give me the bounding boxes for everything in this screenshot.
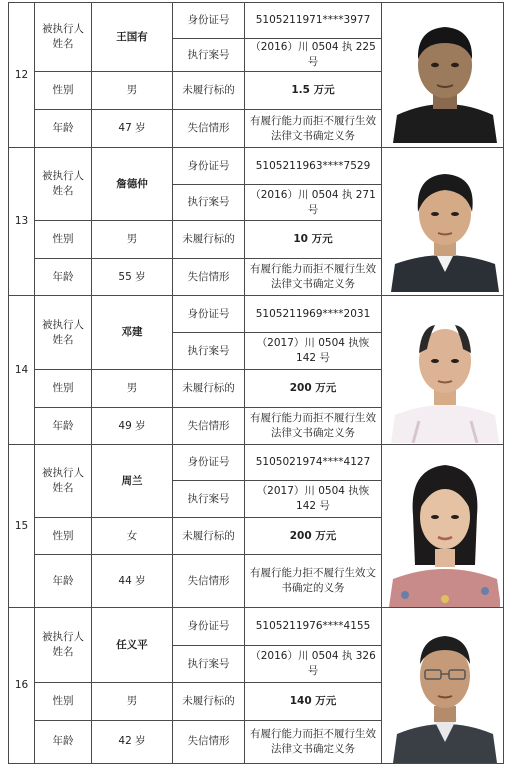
- record-15-row-id: [9, 445, 504, 481]
- name-label: 被执行人姓名: [35, 296, 92, 370]
- record-number: 13: [9, 148, 35, 296]
- age-label: 年龄: [35, 408, 92, 445]
- record-number: 12: [9, 3, 35, 148]
- id-number: 5105211976****4155: [245, 608, 382, 646]
- portrait-photo: [382, 608, 504, 764]
- record-13-row-id: [9, 148, 504, 185]
- name-label: 被执行人姓名: [35, 3, 92, 72]
- situation-value: 有履行能力拒不履行生效文书确定的义务: [245, 555, 382, 608]
- age-label: 年龄: [35, 720, 92, 763]
- person-portrait-icon: [385, 608, 500, 763]
- name-label: 被执行人姓名: [35, 608, 92, 683]
- gender-label: 性别: [35, 370, 92, 408]
- portrait-photo: [382, 296, 504, 445]
- amount-value: 200 万元: [245, 518, 382, 555]
- id-number: 5105021974****4127: [245, 445, 382, 481]
- case-label: 执行案号: [173, 185, 245, 221]
- gender-label: 性别: [35, 72, 92, 110]
- amount-label: 未履行标的: [173, 518, 245, 555]
- age-value: 42 岁: [92, 720, 173, 763]
- age-value: 44 岁: [92, 555, 173, 608]
- age-label: 年龄: [35, 555, 92, 608]
- situation-value: 有履行能力而拒不履行生效法律文书确定义务: [245, 110, 382, 148]
- gender-value: 男: [92, 370, 173, 408]
- record-14-row-id: [9, 296, 504, 333]
- id-number: 5105211963****7529: [245, 148, 382, 185]
- name-label: 被执行人姓名: [35, 445, 92, 518]
- person-portrait-icon: [385, 152, 500, 292]
- defaulter-records-table: [8, 2, 504, 764]
- person-portrait-icon: [385, 445, 500, 607]
- situation-label: 失信情形: [173, 408, 245, 445]
- defendant-name: 周兰: [92, 445, 173, 518]
- gender-value: 男: [92, 683, 173, 720]
- id-number: 5105211971****3977: [245, 3, 382, 39]
- gender-label: 性别: [35, 221, 92, 259]
- amount-label: 未履行标的: [173, 683, 245, 720]
- gender-value: 男: [92, 221, 173, 259]
- id-label: 身份证号: [173, 608, 245, 646]
- amount-label: 未履行标的: [173, 72, 245, 110]
- defendant-name: 詹德仲: [92, 148, 173, 221]
- case-number: （2016）川 0504 执 271 号: [245, 185, 382, 221]
- id-number: 5105211969****2031: [245, 296, 382, 333]
- situation-label: 失信情形: [173, 720, 245, 763]
- defendant-name: 任义平: [92, 608, 173, 683]
- age-label: 年龄: [35, 259, 92, 296]
- situation-value: 有履行能力而拒不履行生效法律文书确定义务: [245, 259, 382, 296]
- gender-label: 性别: [35, 518, 92, 555]
- case-number: （2016）川 0504 执 326 号: [245, 646, 382, 683]
- portrait-photo: [382, 148, 504, 296]
- record-16-row-id: [9, 608, 504, 646]
- amount-value: 200 万元: [245, 370, 382, 408]
- age-value: 49 岁: [92, 408, 173, 445]
- case-label: 执行案号: [173, 481, 245, 518]
- case-label: 执行案号: [173, 646, 245, 683]
- age-value: 47 岁: [92, 110, 173, 148]
- record-number: 14: [9, 296, 35, 445]
- case-label: 执行案号: [173, 39, 245, 72]
- defendant-name: 邓建: [92, 296, 173, 370]
- situation-value: 有履行能力而拒不履行生效法律文书确定义务: [245, 720, 382, 763]
- id-label: 身份证号: [173, 3, 245, 39]
- case-number: （2017）川 0504 执恢 142 号: [245, 333, 382, 370]
- situation-label: 失信情形: [173, 259, 245, 296]
- amount-label: 未履行标的: [173, 221, 245, 259]
- age-value: 55 岁: [92, 259, 173, 296]
- case-label: 执行案号: [173, 333, 245, 370]
- person-portrait-icon: [385, 7, 500, 143]
- case-number: （2017）川 0504 执恢 142 号: [245, 481, 382, 518]
- record-number: 15: [9, 445, 35, 608]
- amount-label: 未履行标的: [173, 370, 245, 408]
- gender-value: 女: [92, 518, 173, 555]
- situation-label: 失信情形: [173, 555, 245, 608]
- amount-value: 1.5 万元: [245, 72, 382, 110]
- case-number: （2016）川 0504 执 225 号: [245, 39, 382, 72]
- id-label: 身份证号: [173, 296, 245, 333]
- id-label: 身份证号: [173, 445, 245, 481]
- age-label: 年龄: [35, 110, 92, 148]
- record-12-row-id: [9, 3, 504, 39]
- portrait-photo: [382, 3, 504, 148]
- situation-label: 失信情形: [173, 110, 245, 148]
- person-portrait-icon: [385, 297, 500, 443]
- record-number: 16: [9, 608, 35, 764]
- portrait-photo: [382, 445, 504, 608]
- gender-value: 男: [92, 72, 173, 110]
- amount-value: 10 万元: [245, 221, 382, 259]
- situation-value: 有履行能力而拒不履行生效法律文书确定义务: [245, 408, 382, 445]
- id-label: 身份证号: [173, 148, 245, 185]
- amount-value: 140 万元: [245, 683, 382, 720]
- defendant-name: 王国有: [92, 3, 173, 72]
- name-label: 被执行人姓名: [35, 148, 92, 221]
- gender-label: 性别: [35, 683, 92, 720]
